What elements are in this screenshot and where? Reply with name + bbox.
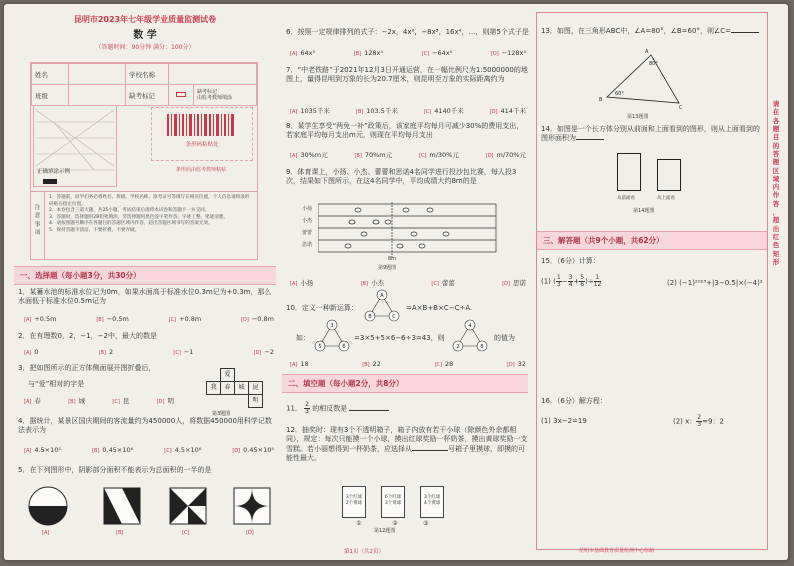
note-4: 4．请按照题号顺序在各题目的答题区域内作答，超出答题区域书写的答案无效。 <box>49 221 213 227</box>
page-number: 第1页（共2页） <box>344 549 384 555</box>
sample-label: 正确填涂示例 <box>37 169 71 175</box>
q15-answer-area[interactable] <box>541 293 761 393</box>
question-4: 4．据统计，某景区国庆期间的客流量约为450000人，将数据450000用科学记数法表示为 <box>18 417 272 435</box>
q7-option-d[interactable]: [D] 414千米 <box>489 107 526 115</box>
q15-part-1-label: (1) <box>541 277 551 286</box>
q11-fraction: $\frac{2}{3}$ <box>305 401 309 415</box>
figure-13-caption: 第13题图 <box>627 114 649 120</box>
q15-part-2: (2) (−1)²⁰²³+|3−0.5|×(−4)² <box>667 279 763 287</box>
footer-org: 昆明市基础教育质量监测中心监制 <box>579 548 655 554</box>
note-5: 5．保持答题卡清洁，不要折叠、不要弄破。 <box>49 227 140 233</box>
q5-figure-c <box>170 488 206 524</box>
question-15: 15．（6分）计算： <box>541 257 600 265</box>
info-card <box>30 62 258 260</box>
q9-axis-label: 8m <box>388 256 397 262</box>
q8-option-a[interactable]: [A] 30%m元 <box>290 151 328 159</box>
question-6: 6．按照一定规律排列的式子：−2x，4x²，−8x³，16x⁴，…，则第5个式子是 <box>286 28 529 36</box>
triangle-abc-figure <box>593 45 683 111</box>
svg-text:B: B <box>368 314 372 320</box>
section-3-header: 三、解答题（共9个小题，共62分） <box>537 231 767 250</box>
column-1 <box>14 12 276 550</box>
q10-question-text: 的值为 <box>494 334 515 342</box>
class-field[interactable] <box>69 85 126 106</box>
notes-label-4: 项 <box>34 229 41 236</box>
q8-option-c[interactable]: [C] m/30%元 <box>418 151 459 159</box>
q5-label-d: [D] <box>246 530 254 536</box>
net-cell: 春 <box>220 381 235 395</box>
question-3-options <box>24 396 174 405</box>
svg-text:2: 2 <box>456 344 460 350</box>
q6-option-b[interactable]: [B] 128x⁵ <box>353 49 383 57</box>
school-label: 学校名称 <box>126 64 169 85</box>
q10-question-diagram <box>450 318 490 354</box>
question-9-options <box>290 278 526 287</box>
note-1: 1．答题前，同学们务必将姓名、班级、学校名称、准考证号等填写在相应位置，个人信息请将条形码贴在指定位置。 <box>49 195 250 207</box>
q7-option-c[interactable]: [C] 4140千米 <box>423 107 464 115</box>
q10-rule-diagram <box>362 288 402 324</box>
q16-answer-area[interactable] <box>541 433 761 543</box>
svg-text:60°: 60° <box>615 91 624 97</box>
absent-note-1: 缺考标记 <box>197 89 218 95</box>
q2-option-a[interactable]: [A] 0 <box>24 348 39 356</box>
q12-box-3: 3个红球 4个黄球 <box>420 486 444 518</box>
question-3: 3．把如图所示的正方体侧面展开图折叠后， <box>18 364 156 372</box>
q13-answer-blank[interactable] <box>731 32 759 33</box>
q12-figure <box>342 486 492 534</box>
q10-option-d[interactable]: [D] 32 <box>506 360 526 368</box>
exam-subtitle: （答题时间：90分钟 满分：100分） <box>95 44 195 51</box>
notes-block <box>31 191 257 260</box>
q12-number: ③ <box>423 520 429 527</box>
question-1: 1．某蓄水池的标准水位记为0m，如果水面高于标准水位0.3m记为+0.3m，那么水面低于标准水位0.5m记为 <box>18 288 272 306</box>
section-1-header: 一、选择题（每小题3分，共30分） <box>14 266 276 285</box>
net-cell: 我 <box>206 381 221 395</box>
absent-label: 缺考标记 <box>126 85 169 106</box>
q9-option-a[interactable]: [A] 小扬 <box>290 279 314 287</box>
q11-answer-blank[interactable] <box>349 410 389 411</box>
svg-text:C: C <box>679 105 683 111</box>
svg-text:A: A <box>645 49 649 55</box>
q14-answer-blank[interactable] <box>576 139 604 140</box>
q15-part-1: (1) ( $\frac{1}{3}$ − $\frac{3}{4}$ + $\frac{5}{6}$ )÷ $\frac{1}{12}$ <box>541 274 602 288</box>
q9-row-label: 小杰 <box>302 218 313 224</box>
q16-part-1: (1) 3x−2=19 <box>541 417 587 425</box>
question-11 <box>286 402 389 415</box>
q5-label-b: [B] <box>116 530 124 536</box>
net-cell: 昆 <box>248 381 263 395</box>
q2-option-c[interactable]: [C] −1 <box>173 348 194 356</box>
sample-filled-mark <box>43 179 57 184</box>
q10-option-a[interactable]: [A] 18 <box>290 360 309 368</box>
q10-example-text: =3×5+5×6−6÷3=43，则 <box>354 334 445 342</box>
absent-mark-box[interactable] <box>169 85 194 106</box>
q7-option-a[interactable]: [A] 1035千米 <box>290 107 330 115</box>
q11-number: 11． <box>286 404 302 413</box>
notes-label-1: 注 <box>34 205 41 211</box>
q13-text: 13．如图，在三角形ABC中，∠A=80°，∠B=60°，则∠C= <box>541 27 731 35</box>
q10-option-c[interactable]: [C] 28 <box>434 360 454 368</box>
q9-option-b[interactable]: [B] 小杰 <box>360 279 385 287</box>
q12-box-1: 3个红球 2个黄球 <box>342 486 366 518</box>
class-label: 班级 <box>32 85 69 106</box>
q16-part-2-label: (2) x： <box>673 417 697 426</box>
q1-option-b[interactable]: [B] −0.5m <box>96 315 129 323</box>
q12-number: ② <box>392 520 398 527</box>
note-2: 2．本卷包含三道大题，共25小题，考试结束后请将本试卷和答题卡一并交回。 <box>49 208 210 214</box>
svg-text:80°: 80° <box>649 61 658 67</box>
exam-title: 昆明市2023年七年级学业质量监测试卷 <box>73 15 217 24</box>
q6-option-c[interactable]: [C] −64x⁵ <box>421 49 453 57</box>
q4-option-d[interactable]: [D] 0.45×10⁵ <box>232 446 274 454</box>
question-8: 8．某学生享受“两免一补”政策后，该家庭平均每月可减少30%的费用支出，若家庭平均每月支出m元，则现在平均每月支出 <box>286 122 524 140</box>
q9-option-d[interactable]: [D] 思诺 <box>502 279 526 287</box>
q5-figure-b <box>104 488 140 524</box>
q2-option-d[interactable]: [D] −2 <box>253 348 274 356</box>
net-cell: 城 <box>234 381 249 395</box>
question-14 <box>541 125 763 144</box>
name-field[interactable] <box>69 64 126 85</box>
q12-text: 12．抽奖时：现有3个不透明箱子，箱子内放有若干小球（除颜色外余都相同），规定：每次只能摸一个小球，摸出红球奖励一杯奶茶，摸出黄球奖励一支雪糕。若小丽想得到一杯奶茶，应选择从 <box>286 426 528 453</box>
q12-box-2: 6个红球 3个黄球 <box>381 486 405 518</box>
subject-title: 数 学 <box>133 30 157 41</box>
q11-text: 的相反数是 <box>312 404 348 413</box>
q5-label-c: [C] <box>182 530 190 536</box>
question-13 <box>541 27 763 36</box>
q14-text: 14．如图是一个长方体分别从前面和上面看到的图形，则从上面看到的图形面积为 <box>541 125 760 143</box>
svg-text:3: 3 <box>330 323 334 329</box>
q16-part-2: (2) x： $\frac{2}{3}$ =9：2 <box>673 414 724 428</box>
q10-example-label: 如： <box>296 334 310 342</box>
question-10-options <box>290 360 526 368</box>
q4-option-b[interactable]: [B] 0.45×10⁶ <box>92 446 134 454</box>
school-field[interactable] <box>169 64 257 85</box>
svg-text:C: C <box>392 314 396 320</box>
q12-answer-blank[interactable] <box>412 450 448 451</box>
q10-example-diagram <box>312 318 352 354</box>
cube-net-figure <box>196 368 266 420</box>
q3-option-c[interactable]: [C] 昆 <box>112 397 130 405</box>
notes-label-3: 事 <box>34 221 41 228</box>
q2-option-b[interactable]: [B] 2 <box>98 348 114 356</box>
q5-figure-a <box>29 487 67 525</box>
question-6-options <box>290 49 526 57</box>
q9-row-label: 思诺 <box>302 242 313 248</box>
svg-text:5: 5 <box>318 344 322 350</box>
section-2-header: 二、填空题（每小题2分，共8分） <box>282 374 528 393</box>
barcode-label: 条形码粘贴处 <box>185 142 219 148</box>
absent-note-2: 由监考教师填涂 <box>197 95 233 101</box>
q5-figure-d <box>234 488 270 524</box>
svg-text:B: B <box>599 97 603 103</box>
question-10: 10．定义一种新运算： <box>286 304 358 312</box>
figure-12-caption: 第12题图 <box>374 528 396 534</box>
net-cell: 爱 <box>220 368 235 382</box>
figure-9-caption: 第9题图 <box>378 265 397 271</box>
barcode-icon <box>167 114 237 136</box>
exam-paper <box>4 4 788 560</box>
q12-number: ① <box>356 520 362 527</box>
q1-option-d[interactable]: [D] −0.8m <box>241 315 274 323</box>
question-4-options <box>24 446 274 454</box>
figure-3-caption: 第3题图 <box>212 411 231 417</box>
q14-top-label: 从上面看 <box>657 196 675 201</box>
q3-option-d[interactable]: [D] 明 <box>156 397 174 405</box>
q5-label-a: [A] <box>42 530 50 536</box>
figure-14-caption: 第14题图 <box>633 208 655 214</box>
q14-front-label: 从前面看 <box>617 196 635 201</box>
q9-figure <box>302 202 502 272</box>
barcode-note: 条形码由监考教师粘贴 <box>175 167 226 173</box>
name-label: 姓名 <box>32 64 69 85</box>
svg-text:6: 6 <box>342 344 346 350</box>
q8-option-d[interactable]: [D] m/70%元 <box>485 151 526 159</box>
question-5: 5．在下列图形中，阴影部分面积不能表示为总面积的一半的是 <box>18 466 212 474</box>
question-1-options <box>24 315 274 323</box>
q1-option-a[interactable]: [A] +0.5m <box>24 315 57 323</box>
q9-row-label: 蕾蕾 <box>302 230 313 236</box>
svg-text:4: 4 <box>468 323 472 329</box>
question-8-options <box>290 150 526 159</box>
q10-rule-text: =A×B+B×C−C÷A. <box>406 304 473 312</box>
q4-option-a[interactable]: [A] 4.5×10⁵ <box>24 446 61 454</box>
side-warning: 请 在 各 题 目 的 答 题 区 域 内 作 答 ， 超 出 红 色 矩 形 <box>772 100 780 266</box>
question-3-line-2: 与“爱”相对的字是 <box>28 380 85 388</box>
question-7-options <box>290 106 526 115</box>
question-12 <box>286 426 530 464</box>
question-2-options <box>24 348 274 356</box>
q4-option-c[interactable]: [C] 4.5×10⁶ <box>164 446 202 454</box>
q12-text-end: 号箱子里摸球，即摸的可能性最大。 <box>286 444 525 463</box>
column-2 <box>282 12 532 550</box>
q14-front-view <box>617 153 641 191</box>
q3-option-b[interactable]: [B] 城 <box>68 397 86 405</box>
question-2: 2．在有理数0，2，−1，−2中，最大的数是 <box>18 332 157 340</box>
question-5-figures <box>24 484 274 536</box>
q3-option-a[interactable]: [A] 春 <box>24 397 41 405</box>
q16-part-2-rhs: =9：2 <box>702 417 724 426</box>
q7-option-b[interactable]: [B] 103.5千米 <box>355 107 398 115</box>
q14-top-view <box>657 159 681 191</box>
question-9: 9．体育课上，小扬、小杰、蕾蕾和思诺4名同学进行投沙包比赛，每人投3次，结果如下图所示，在这4名同学中，平均成绩大约8m的是 <box>286 168 517 186</box>
q10-option-b[interactable]: [B] 22 <box>362 360 381 368</box>
q9-option-c[interactable]: [C] 蕾蕾 <box>431 279 455 287</box>
question-16: 16．（6分）解方程： <box>541 397 607 405</box>
q9-row-label: 小扬 <box>302 206 313 212</box>
notes-label-2: 意 <box>34 213 41 220</box>
barcode-area <box>151 107 253 161</box>
net-cell: 明 <box>248 394 263 408</box>
column-3-answer-area <box>536 12 768 550</box>
svg-text:8: 8 <box>480 344 484 350</box>
note-3: 3．答题时，选择题用2B铅笔填涂，非选择题用黑色签字笔作答，字迹工整、笔迹清楚。 <box>49 214 228 220</box>
q6-option-d[interactable]: [D] −128x⁵ <box>490 49 526 57</box>
q8-option-b[interactable]: [B] 70%m元 <box>354 151 393 159</box>
q6-option-a[interactable]: [A] 64x⁵ <box>290 49 316 57</box>
svg-text:A: A <box>380 293 384 299</box>
question-7: 7．“中老铁路”于2021年12月3日开通运营，在一幅比例尺为1:5000000的地图上，量得昆明到万象的长为20.7厘米，则昆明至万象的实际距离约为 <box>286 66 528 84</box>
q1-option-c[interactable]: [C] +0.8m <box>168 315 202 323</box>
